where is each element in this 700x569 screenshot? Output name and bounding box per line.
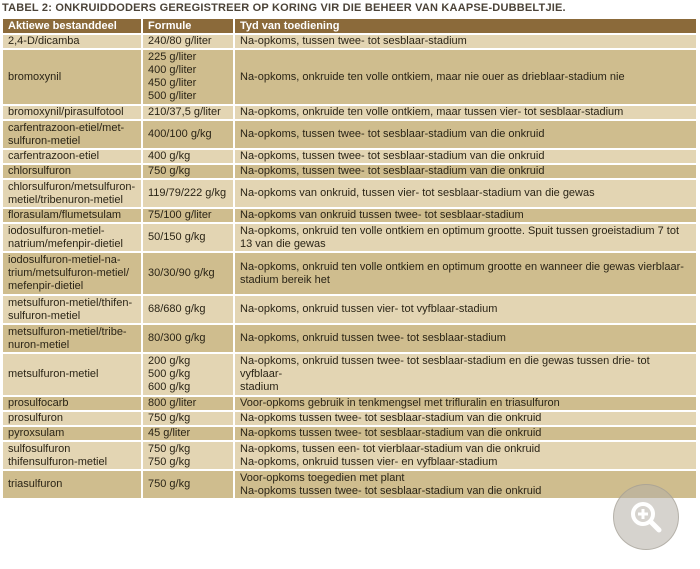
formula-cell-line: 750 g/kg [148, 165, 191, 177]
table-row [3, 440, 696, 469]
header-active-ingredient: Aktiewe bestanddeel [3, 19, 143, 33]
timing-cell-line: Na-opkoms, onkruid ten volle ontkiem en optimum grootte. Spuit tussen groeistadium 7 tot [240, 224, 680, 237]
ingredient-cell [3, 323, 143, 352]
ingredient-cell [3, 294, 143, 323]
ingredient-cell [3, 148, 143, 163]
ingredient-cell-line: thifensulfuron-metiel [8, 455, 108, 468]
formula-cell [143, 119, 235, 148]
timing-cell [235, 323, 696, 352]
ingredient-cell-line: prosulfuron [8, 412, 64, 424]
formula-cell-line: 200 g/kg [148, 355, 191, 367]
table-row [3, 395, 696, 410]
timing-cell [235, 410, 696, 425]
timing-cell-line: Na-opkoms, tussen twee- tot sesblaar-stadium [240, 35, 467, 47]
formula-cell [143, 222, 235, 251]
formula-cell-line: 225 g/liter [148, 51, 197, 63]
header-formula: Formule [143, 19, 235, 33]
table-row [3, 33, 696, 48]
timing-cell-line: Na-opkoms tussen twee- tot sesblaar-stadium van die onkruid [240, 427, 542, 439]
timing-cell-line: Voor-opkoms toegedien met plant [240, 471, 405, 484]
table-row [3, 148, 696, 163]
timing-cell [235, 163, 696, 178]
ingredient-cell-line: natrium/mefenpir-dietiel [8, 237, 123, 250]
formula-cell [143, 163, 235, 178]
formula-cell [143, 352, 235, 395]
table-body [3, 33, 696, 498]
timing-cell-line: Na-opkoms, tussen een- tot vierblaar-stadium van die onkruid [240, 442, 541, 455]
formula-cell-line: 68/680 g/kg [148, 303, 206, 315]
timing-cell-line: Na-opkoms, onkruid tussen twee- tot sesblaar-stadium en die gewas tussen drie- tot vyfblaar- [240, 355, 650, 380]
timing-cell-line: Na-opkoms, onkruid tussen vier- tot vyfblaar-stadium [240, 303, 498, 315]
timing-cell [235, 222, 696, 251]
table-row [3, 104, 696, 119]
formula-cell [143, 178, 235, 207]
formula-cell [143, 323, 235, 352]
formula-cell [143, 469, 235, 498]
timing-cell-line: Na-opkoms, onkruid ten volle ontkiem en optimum grootte en wanneer die gewas vierblaar- [240, 260, 684, 273]
ingredient-cell-line: carfentrazoon-etiel/met- [8, 121, 125, 134]
table-row [3, 410, 696, 425]
timing-cell-line: 13 van die gewas [240, 237, 326, 250]
table-row [3, 48, 696, 104]
formula-cell-line: 30/30/90 g/kg [148, 267, 215, 279]
table-header-row [3, 19, 696, 33]
formula-cell-line: 450 g/liter [148, 77, 197, 89]
timing-cell-line: Na-opkoms, onkruide ten volle ontkiem, maar nie ouer as drieblaar-stadium nie [240, 70, 625, 83]
table-row [3, 178, 696, 207]
ingredient-cell-line: nuron-metiel [8, 338, 70, 351]
formula-cell-line: 750 g/kg [148, 412, 191, 424]
formula-cell-line: 45 g/liter [148, 427, 191, 439]
timing-cell [235, 425, 696, 440]
formula-cell [143, 148, 235, 163]
formula-cell-line: 800 g/liter [148, 397, 197, 409]
ingredient-cell [3, 48, 143, 104]
ingredient-cell-line: iodosulfuron-metiel-na- [8, 254, 121, 266]
timing-cell-line: Na-opkoms, tussen twee- tot sesblaar-stadium van die onkruid [240, 165, 545, 177]
ingredient-cell-line: sulfosulfuron [8, 442, 71, 455]
formula-cell-line: 600 g/kg [148, 381, 191, 393]
table-row [3, 294, 696, 323]
formula-cell [143, 395, 235, 410]
ingredient-cell-line: bromoxynil/pirasulfotool [8, 106, 124, 118]
zoom-button[interactable] [613, 484, 679, 550]
ingredient-cell-line: trium/metsulfuron-metiel/ [8, 267, 130, 279]
table-row [3, 207, 696, 222]
formula-cell-line: 240/80 g/liter [148, 35, 212, 47]
formula-cell-line: 50/150 g/kg [148, 231, 206, 243]
ingredient-cell [3, 207, 143, 222]
ingredient-cell-line: florasulam/flumetsulam [8, 209, 122, 221]
ingredient-cell-line: chlorsulfuron/metsulfuron- [8, 180, 136, 193]
timing-cell-line: Na-opkoms tussen twee- tot sesblaar-stadium van die onkruid [240, 484, 542, 497]
ingredient-cell [3, 222, 143, 251]
formula-cell [143, 294, 235, 323]
formula-cell [143, 251, 235, 294]
formula-cell-line: 80/300 g/kg [148, 332, 206, 344]
formula-cell-line: 750 g/kg [148, 442, 191, 455]
ingredient-cell [3, 352, 143, 395]
header-application-time: Tyd van toediening [235, 19, 696, 33]
formula-cell-line: 400/100 g/kg [148, 128, 212, 140]
table-row [3, 352, 696, 395]
formula-cell [143, 33, 235, 48]
ingredient-cell-line: metsulfuron-metiel [8, 368, 99, 380]
timing-cell [235, 148, 696, 163]
timing-cell-line: stadium bereik het [240, 273, 330, 286]
timing-cell [235, 207, 696, 222]
timing-cell [235, 352, 696, 395]
formula-cell [143, 425, 235, 440]
formula-cell-line: 210/37,5 g/liter [148, 106, 221, 118]
table-row [3, 425, 696, 440]
herbicide-table [3, 19, 696, 498]
formula-cell-line: 750 g/kg [148, 455, 191, 468]
timing-cell-line: Na-opkoms, onkruid tussen vier- en vyfblaar-stadium [240, 455, 498, 468]
timing-cell [235, 440, 696, 469]
formula-cell [143, 48, 235, 104]
ingredient-cell-line: triasulfuron [8, 478, 63, 490]
formula-cell [143, 104, 235, 119]
ingredient-cell [3, 410, 143, 425]
table-row [3, 119, 696, 148]
table-row [3, 323, 696, 352]
table-row [3, 222, 696, 251]
ingredient-cell-line: sulfuron-metiel [8, 309, 81, 322]
ingredient-cell-line: metsulfuron-metiel/thifen- [8, 296, 133, 309]
timing-cell-line: Voor-opkoms gebruik in tenkmengsel met trifluralin en triasulfuron [240, 397, 560, 409]
ingredient-cell [3, 395, 143, 410]
ingredient-cell [3, 440, 143, 469]
timing-cell [235, 294, 696, 323]
timing-cell [235, 251, 696, 294]
timing-cell-line: Na-opkoms, onkruid tussen twee- tot sesblaar-stadium [240, 332, 506, 344]
ingredient-cell [3, 163, 143, 178]
ingredient-cell [3, 33, 143, 48]
timing-cell [235, 33, 696, 48]
ingredient-cell-line: iodosulfuron-metiel- [8, 224, 105, 237]
ingredient-cell-line: chlorsulfuron [8, 165, 71, 177]
formula-cell [143, 410, 235, 425]
timing-cell-line: Na-opkoms tussen twee- tot sesblaar-stadium van die onkruid [240, 412, 542, 424]
formula-cell-line: 750 g/kg [148, 478, 191, 490]
ingredient-cell-line: mefenpir-dietiel [8, 280, 84, 292]
ingredient-cell-line: pyroxsulam [8, 427, 65, 439]
formula-cell-line: 500 g/liter [148, 90, 197, 102]
table-row [3, 251, 696, 294]
table-row [3, 163, 696, 178]
formula-cell-line: 119/79/222 g/kg [148, 187, 227, 199]
timing-cell [235, 104, 696, 119]
ingredient-cell-line: bromoxynil [8, 70, 62, 83]
formula-cell [143, 207, 235, 222]
formula-cell [143, 440, 235, 469]
ingredient-cell [3, 469, 143, 498]
formula-cell-line: 400 g/kg [148, 150, 191, 162]
timing-cell [235, 178, 696, 207]
ingredient-cell [3, 119, 143, 148]
formula-cell-line: 75/100 g/liter [148, 209, 212, 221]
timing-cell-line: Na-opkoms, tussen twee- tot sesblaar-stadium van die onkruid [240, 150, 545, 162]
table-row [3, 469, 696, 498]
ingredient-cell-line: metsulfuron-metiel/tribe- [8, 325, 127, 338]
ingredient-cell-line: 2,4-D/dicamba [8, 35, 80, 47]
timing-cell [235, 119, 696, 148]
ingredient-cell [3, 251, 143, 294]
timing-cell [235, 48, 696, 104]
ingredient-cell-line: carfentrazoon-etiel [8, 150, 100, 162]
ingredient-cell-line: metiel/tribenuron-metiel [8, 193, 123, 206]
table-title: TABEL 2: ONKRUIDDODERS GEREGISTREER OP KORING VIR DIE BEHEER VAN KAAPSE-DUBBELTJIE. [2, 2, 566, 14]
timing-cell-line: Na-opkoms van onkruid tussen twee- tot sesblaar-stadium [240, 209, 524, 221]
timing-cell-line: Na-opkoms, onkruide ten volle ontkiem, maar tussen vier- tot sesblaar-stadium [240, 106, 624, 118]
timing-cell [235, 395, 696, 410]
timing-cell-line: Na-opkoms van onkruid, tussen vier- tot sesblaar-stadium van die gewas [240, 187, 595, 199]
ingredient-cell-line: prosulfocarb [8, 397, 69, 409]
formula-cell-line: 400 g/liter [148, 64, 197, 76]
zoom-in-icon [626, 497, 666, 537]
ingredient-cell [3, 104, 143, 119]
timing-cell-line: Na-opkoms, tussen twee- tot sesblaar-stadium van die onkruid [240, 128, 545, 140]
timing-cell-line: stadium [240, 381, 279, 393]
ingredient-cell [3, 425, 143, 440]
formula-cell-line: 500 g/kg [148, 368, 191, 380]
herbicide-table-container [3, 19, 696, 498]
ingredient-cell [3, 178, 143, 207]
ingredient-cell-line: sulfuron-metiel [8, 134, 81, 147]
